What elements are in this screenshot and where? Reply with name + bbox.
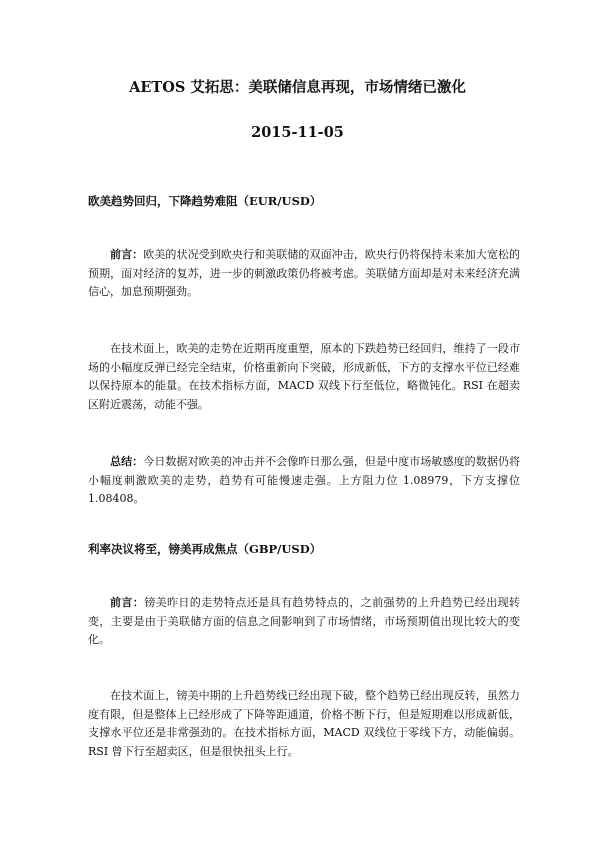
paragraph-technical-gbpusd: 在技术面上，镑美中期的上升趋势线已经出现下破，整个趋势已经出现反转，虽然力度有限，但是整体上已经形成了下降等距通道，价格不断下行，但是短期难以形成新低，支撑水平位还是非常强劲的。在技术指标方面，MACD 双线位于零线下方，动能偏弱。RSI 曾下行至超卖区，但是很快扭头上行。 [88,689,520,758]
intro-text: 镑美昨日的走势特点还是具有趋势特点的，之前强势的上升趋势已经出现转变，主要是由于美联储方面的信息之间影响到了市场情绪，市场预期值出现比较大的变化。 [88,596,521,647]
paragraph-intro-eurusd [88,246,520,302]
document-title: AETOS 艾拓思：美联储信息再现，市场情绪已激化 [129,79,466,96]
intro-text: 欧美的状况受到欧央行和美联储的双面冲击，欧央行仍将保持未来加大宽松的预期，面对经济的复苏，进一步的刺激政策仍将被考虑。美联储方面却是对未来经济充满信心，加息预期强劲。 [88,248,520,299]
paragraph-summary-eurusd [88,453,520,509]
section-heading-gbpusd: 利率决议将至，镑美再成焦点（GBP/USD） [88,542,322,556]
intro-label: 前言： [110,596,145,609]
paragraph-intro-gbpusd [88,594,520,650]
paragraph-technical-eurusd: 在技术面上，欧美的走势在近期再度重塑，原本的下跌趋势已经回归，维持了一段市场的小幅度反弹已经完全结束，价格重新向下突破，形成新低，下方的支撑水平位已经难以保持原本的能量。在技术指标方面，MACD 双线下行至低位，略微钝化。RSI 在超卖区附近震荡，动能不强。 [88,342,520,411]
intro-label: 前言： [110,248,144,261]
section-heading-eurusd: 欧美趋势回归，下降趋势难阻（EUR/USD） [88,194,322,208]
document-date: 2015-11-05 [251,124,344,141]
summary-label: 总结： [110,455,144,468]
summary-text: 今日数据对欧美的冲击并不会像昨日那么强，但是中度市场敏感度的数据仍将小幅度刺激欧美的走势，趋势有可能慢速走强。上方阻力位 1.08979，下方支撑位 1.08408。 [88,455,520,506]
